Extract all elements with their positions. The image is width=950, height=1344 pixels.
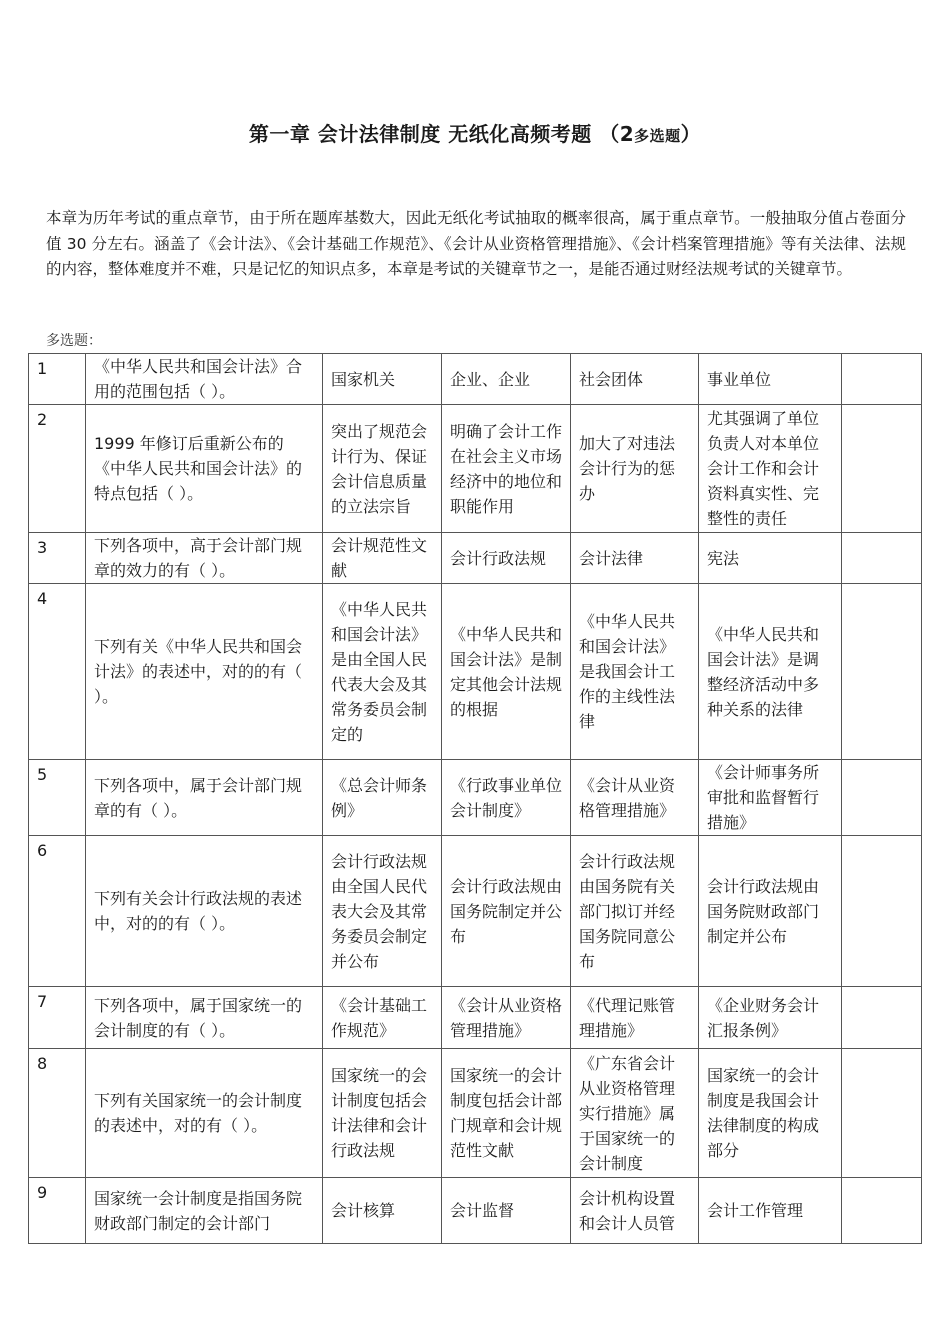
option-c: 社会团体 [571, 354, 699, 405]
question-text: 1999 年修订后重新公布的《中华人民共和国会计法》的特点包括（ ）。 [86, 405, 323, 533]
question-row [29, 584, 922, 760]
option-d: 《会计师事务所审批和监督暂行措施》 [699, 760, 842, 836]
option-c: 《广东省会计从业资格管理实行措施》属于国家统一的会计制度 [571, 1049, 699, 1178]
question-row [29, 354, 922, 405]
question-text: 下列各项中，属于国家统一的会计制度的有（ ）。 [86, 987, 323, 1049]
option-d: 宪法 [699, 533, 842, 584]
title-type: 多选题 [634, 127, 681, 145]
section-label: 多选题： [46, 333, 102, 349]
answer-cell [842, 354, 922, 405]
question-number: 9 [29, 1178, 86, 1244]
option-d: 尤其强调了单位负责人对本单位会计工作和会计资料真实性、完整性的责任 [699, 405, 842, 533]
question-text: 下列有关国家统一的会计制度的表述中，对的有（ ）。 [86, 1049, 323, 1178]
question-text: 《中华人民共和国会计法》合用的范围包括（ ）。 [86, 354, 323, 405]
answer-cell [842, 760, 922, 836]
questions-table [28, 353, 922, 1244]
option-d: 事业单位 [699, 354, 842, 405]
answer-cell [842, 987, 922, 1049]
option-a: 《会计基础工作规范》 [323, 987, 442, 1049]
title-close: ） [680, 122, 702, 146]
page-title [0, 118, 950, 147]
option-a: 会计行政法规由全国人民代表大会及其常务委员会制定并公布 [323, 836, 442, 987]
question-number: 7 [29, 987, 86, 1049]
option-d: 会计行政法规由国务院财政部门制定并公布 [699, 836, 842, 987]
question-row [29, 760, 922, 836]
option-b: 会计行政法规 [442, 533, 571, 584]
option-b: 《会计从业资格管理措施》 [442, 987, 571, 1049]
option-b: 国家统一的会计制度包括会计部门规章和会计规范性文献 [442, 1049, 571, 1178]
question-text: 下列有关会计行政法规的表述中，对的的有（ ）。 [86, 836, 323, 987]
question-number: 2 [29, 405, 86, 533]
question-row [29, 405, 922, 533]
question-number: 1 [29, 354, 86, 405]
option-b: 会计行政法规由国务院制定并公布 [442, 836, 571, 987]
answer-cell [842, 584, 922, 760]
question-number: 4 [29, 584, 86, 760]
option-b: 企业、企业 [442, 354, 571, 405]
option-a: 《中华人民共和国会计法》是由全国人民代表大会及其常务委员会制定的 [323, 584, 442, 760]
question-row [29, 1178, 922, 1244]
question-row [29, 533, 922, 584]
option-d: 会计工作管理 [699, 1178, 842, 1244]
answer-cell [842, 405, 922, 533]
question-row [29, 1049, 922, 1178]
option-a: 国家机关 [323, 354, 442, 405]
option-c: 加大了对违法会计行为的惩办 [571, 405, 699, 533]
option-a: 会计核算 [323, 1178, 442, 1244]
question-text: 下列各项中，属于会计部门规章的有（ ）。 [86, 760, 323, 836]
option-c: 《会计从业资格管理措施》 [571, 760, 699, 836]
option-c: 《代理记账管理措施》 [571, 987, 699, 1049]
question-text: 下列各项中，高于会计部门规章的效力的有（ ）。 [86, 533, 323, 584]
option-c: 会计机构设置和会计人员管 [571, 1178, 699, 1244]
option-c: 《中华人民共和国会计法》是我国会计工作的主线性法律 [571, 584, 699, 760]
question-text: 下列有关《中华人民共和国会计法》的表述中，对的的有（ ）。 [86, 584, 323, 760]
question-row [29, 987, 922, 1049]
option-d: 《中华人民共和国会计法》是调整经济活动中多种关系的法律 [699, 584, 842, 760]
title-main: 第一章 会计法律制度 无纸化高频考题 （2 [248, 122, 635, 146]
option-a: 突出了规范会计行为、保证会计信息质量的立法宗旨 [323, 405, 442, 533]
option-d: 国家统一的会计制度是我国会计法律制度的构成部分 [699, 1049, 842, 1178]
option-a: 会计规范性文献 [323, 533, 442, 584]
question-number: 6 [29, 836, 86, 987]
question-number: 3 [29, 533, 86, 584]
option-a: 《总会计师条例》 [323, 760, 442, 836]
answer-cell [842, 836, 922, 987]
question-text: 国家统一会计制度是指国务院财政部门制定的会计部门 [86, 1178, 323, 1244]
answer-cell [842, 1049, 922, 1178]
option-c: 会计法律 [571, 533, 699, 584]
option-c: 会计行政法规由国务院有关部门拟订并经国务院同意公布 [571, 836, 699, 987]
question-row [29, 836, 922, 987]
question-number: 5 [29, 760, 86, 836]
option-b: 《中华人民共和国会计法》是制定其他会计法规的根据 [442, 584, 571, 760]
option-b: 《行政事业单位会计制度》 [442, 760, 571, 836]
option-a: 国家统一的会计制度包括会计法律和会计行政法规 [323, 1049, 442, 1178]
option-b: 明确了会计工作在社会主义市场经济中的地位和职能作用 [442, 405, 571, 533]
question-number: 8 [29, 1049, 86, 1178]
answer-cell [842, 1178, 922, 1244]
option-b: 会计监督 [442, 1178, 571, 1244]
option-d: 《企业财务会计汇报条例》 [699, 987, 842, 1049]
answer-cell [842, 533, 922, 584]
intro-paragraph: 本章为历年考试的重点章节，由于所在题库基数大，因此无纸化考试抽取的概率很高，属于重点章节。一般抽取分值占卷面分值 30 分左右。涵盖了《会计法》、《会计基础工作规范》、《会计从业资格管理措施》、《会计档案管理措施》等有关法律、法规的内容，整体难度并不难，只是记忆的知识点多，本章是考试的关键章节之一，是能否通过财经法规考试的关键章节。 [46, 209, 906, 278]
